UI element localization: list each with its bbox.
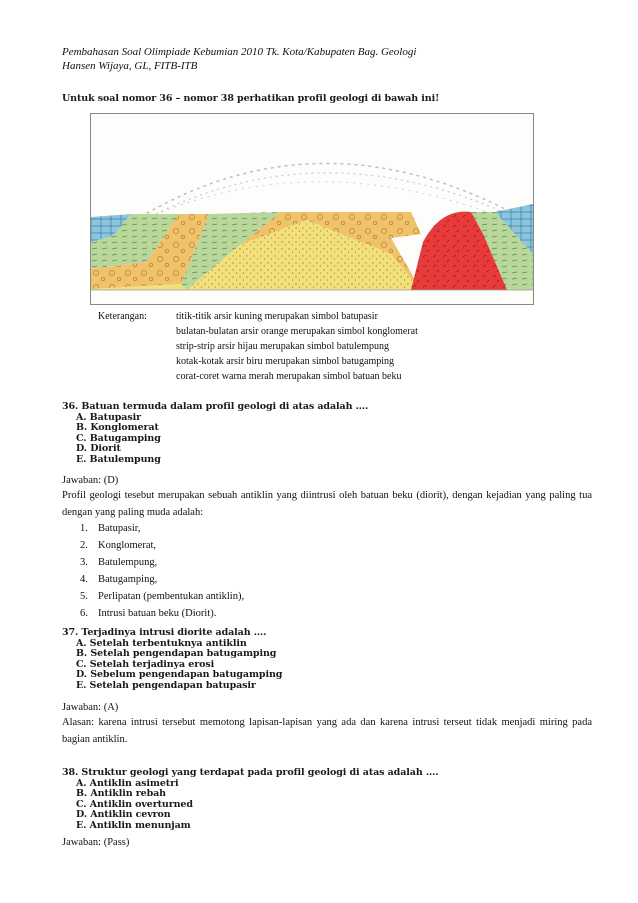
header-title: Pembahasan Soal Olimpiade Kebumian 2010 Tk. Kota/Kabupaten Bag. Geologi (62, 46, 417, 58)
question-36-text: 36. Batuan termuda dalam profil geologi di atas adalah …. (62, 401, 369, 412)
question-36-option-b: B. Konglomerat (76, 422, 159, 433)
legend-label: Keterangan: (98, 311, 147, 322)
legend-item-sandstone: titik-titik arsir kuning merupakan simbol batupasir (176, 311, 378, 322)
sequence-item: 3. Batulempung, (80, 557, 158, 568)
sequence-item: 4. Batugamping, (80, 574, 158, 585)
legend-item-claystone: strip-strip arsir hijau merupakan simbol batulempung (176, 341, 390, 352)
question-37-option-b: B. Setelah pengendapan batugamping (76, 648, 277, 659)
question-37-option-a: A. Setelah terbentuknya antiklin (76, 637, 247, 649)
question-36-option-e: E. Batulempung (76, 453, 161, 465)
question-38-option-a: A. Antiklin asimetri (76, 777, 179, 789)
geology-profile-figure (90, 113, 534, 305)
sequence-item: 6. Intrusi batuan beku (Diorit). (80, 608, 217, 619)
question-37-option-c: C. Setelah terjadinya erosi (76, 658, 215, 670)
legend-item-igneous: corat-coret warna merah merupakan simbol batuan beku (176, 371, 402, 382)
explanation-37: Alasan: karena intrusi tersebut memotong lapisan-lapisan yang ada dan karena intrusi terseut tidak menjadi miring pada bagian antiklin. (62, 717, 592, 745)
question-38-option-e: E. Antiklin menunjam (76, 819, 191, 831)
explanation-36: Profil geologi tesebut merupakan sebuah antiklin yang diintrusi oleh batuan beku (diorit), dengan kejadian yang paling tua dengan yang paling muda adalah: (62, 490, 592, 518)
question-36 (62, 402, 368, 465)
answer-36: Jawaban: (D) (62, 475, 119, 486)
question-37-option-d: D. Sebelum pengendapan batugamping (76, 669, 283, 680)
question-37 (62, 628, 282, 691)
question-37-option-e: E. Setelah pengendapan batupasir (76, 679, 256, 691)
question-38-option-c: C. Antiklin overturned (76, 798, 193, 810)
question-38-text: 38. Struktur geologi yang terdapat pada profil geologi di atas adalah …. (62, 767, 439, 778)
question-36-option-c: C. Batugamping (76, 432, 161, 444)
document-header (62, 45, 416, 73)
question-38-option-d: D. Antiklin cevron (76, 809, 171, 820)
sequence-item: 2. Konglomerat, (80, 540, 157, 551)
question-36-option-a: A. Batupasir (76, 411, 142, 423)
answer-38: Jawaban: (Pass) (62, 837, 130, 848)
question-intro: Untuk soal nomor 36 – nomor 38 perhatikan profil geologi di bawah ini! (62, 93, 440, 104)
question-36-option-d: D. Diorit (76, 443, 121, 454)
legend-item-limestone: kotak-kotak arsir biru merupakan simbol batugamping (176, 356, 395, 367)
question-38-option-b: B. Antiklin rebah (76, 788, 166, 799)
answer-37: Jawaban: (A) (62, 702, 119, 713)
sequence-item: 1. Batupasir, (80, 523, 141, 534)
legend-item-conglomerate: bulatan-bulatan arsir orange merupakan simbol konglomerat (176, 326, 418, 337)
question-37-text: 37. Terjadinya intrusi diorite adalah …. (62, 627, 267, 638)
question-38 (62, 768, 438, 831)
geology-profile-drawing (91, 114, 533, 304)
header-author: Hansen Wijaya, GL, FITB-ITB (62, 60, 198, 72)
sequence-item: 5. Perlipatan (pembentukan antiklin), (80, 591, 245, 602)
sequence-list (80, 520, 244, 622)
